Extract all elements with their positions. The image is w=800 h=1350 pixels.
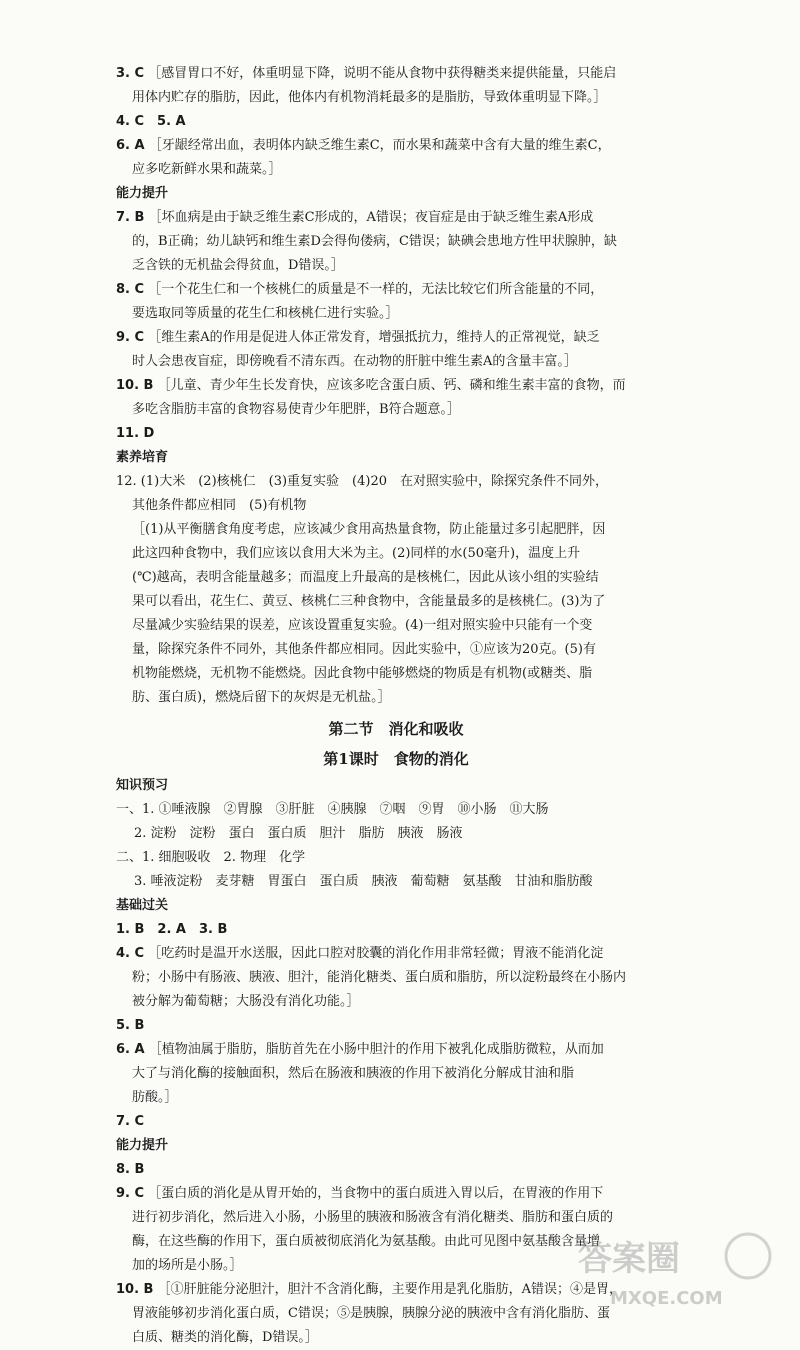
answer-12-exp-8: 肪、蛋白质)，燃烧后留下的灰烬是无机盐。］ — [132, 690, 391, 705]
basic-4: 4. C ［吃药时是温开水送服，因此口腔对胶囊的消化作用非常轻微；胃液不能消化淀 — [116, 946, 604, 961]
ability-8: 8. B — [116, 1162, 145, 1177]
watermark-logo — [570, 1230, 780, 1310]
preview-1-1: 一、1. ①唾液腺 ②胃腺 ③肝脏 ④胰腺 ⑦咽 ⑨胃 ⑩小肠 ⑪大肠 — [116, 802, 549, 817]
answer-8-cont: 要选取同等质量的花生仁和核桃仁进行实验。］ — [132, 306, 399, 321]
answer-10-cont: 多吃含脂肪丰富的食物容易使青少年肥胖，B符合题意。］ — [132, 402, 461, 417]
ability-9-cont: 进行初步消化，然后进入小肠，小肠里的胰液和肠液含有消化糖类、脂肪和蛋白质的 — [132, 1210, 614, 1225]
section-heading-preview: 知识预习 — [116, 778, 169, 793]
answer-4-5: 4. C 5. A — [116, 114, 186, 129]
section-heading-ability-2: 能力提升 — [116, 1138, 169, 1153]
section-heading-ability: 能力提升 — [116, 186, 169, 201]
answer-3-cont: 用体内贮存的脂肪，因此，他体内有机物消耗最多的是脂肪，导致体重明显下降。］ — [132, 90, 607, 105]
section-title: 第二节 消化和吸收 — [328, 720, 464, 738]
preview-1-2: 2. 淀粉 淀粉 蛋白 蛋白质 胆汁 脂肪 胰液 肠液 — [134, 826, 463, 841]
ability-10-cont: 胃液能够初步消化蛋白质，C错误；⑤是胰腺，胰腺分泌的胰液中含有消化脂肪、蛋 — [132, 1306, 610, 1321]
ability-9-cont2: 酶，在这些酶的作用下，蛋白质被彻底消化为氨基酸。由此可见图中氨基酸含量增 — [132, 1234, 601, 1249]
answer-7-cont2: 乏含铁的无机盐会得贫血，D错误。］ — [132, 258, 344, 273]
answer-12-exp-5: 尽量减少实验结果的误差，应该设置重复实验。(4)一组对照实验中只能有一个变 — [132, 618, 593, 633]
answer-8: 8. C ［一个花生仁和一个核桃仁的质量是不一样的，无法比较它们所含能量的不同， — [116, 282, 604, 297]
answer-3: 3. C ［感冒胃口不好，体重明显下降，说明不能从食物中获得糖类来提供能量，只能启 — [116, 66, 617, 81]
basic-5: 5. B — [116, 1018, 145, 1033]
answer-7-cont: 的，B正确；幼儿缺钙和维生素D会得佝偻病，C错误；缺碘会患地方性甲状腺肿，缺 — [132, 234, 617, 249]
answer-9: 9. C ［维生素A的作用是促进人体正常发育，增强抵抗力，维持人的正常视觉，缺乏 — [116, 330, 600, 345]
answer-12: 12. (1)大米 (2)核桃仁 (3)重复实验 (4)20 在对照实验中，除探究条件不同外， — [116, 474, 609, 489]
ability-10: 10. B ［①肝脏能分泌胆汁，胆汁不含消化酶，主要作用是乳化脂肪，A错误；④是胃， — [116, 1282, 622, 1297]
lesson-title: 第1课时 食物的消化 — [323, 750, 469, 768]
section-heading-literacy: 素养培育 — [116, 450, 169, 465]
basic-6: 6. A ［植物油属于脂肪，脂肪首先在小肠中胆汁的作用下被乳化成脂肪微粒，从而加 — [116, 1042, 604, 1057]
answer-12-exp-2: 此这四种食物中，我们应该以食用大米为主。(2)同样的水(50毫升)，温度上升 — [132, 546, 581, 561]
basic-4-cont: 粉；小肠中有肠液、胰液、胆汁，能消化糖类、蛋白质和脂肪，所以淀粉最终在小肠内 — [132, 970, 627, 985]
answer-page — [116, 62, 676, 1350]
watermark-circle-icon — [726, 1234, 770, 1278]
answer-12-exp-6: 量，除探究条件不同外，其他条件都应相同。因此实验中，①应该为20克。(5)有 — [132, 642, 596, 657]
watermark-url: MXQE.COM — [610, 1288, 723, 1309]
answer-12-exp-7: 机物能燃烧，无机物不能燃烧。因此食物中能够燃烧的物质是有机物(或糖类、脂 — [132, 666, 593, 681]
answer-7: 7. B ［坏血病是由于缺乏维生素C形成的，A错误；夜盲症是由于缺乏维生素A形成 — [116, 210, 594, 225]
basic-6-cont: 大了与消化酶的接触面积，然后在肠液和胰液的作用下被消化分解成甘油和脂 — [132, 1066, 575, 1081]
answer-12-exp-3: (℃)越高，表明含能量越多；而温度上升最高的是核桃仁，因此从该小组的实验结 — [132, 570, 599, 585]
preview-2-1: 二、1. 细胞吸收 2. 物理 化学 — [116, 850, 306, 865]
ability-9: 9. C ［蛋白质的消化是从胃开始的，当食物中的蛋白质进入胃以后，在胃液的作用下 — [116, 1186, 604, 1201]
basic-1-3: 1. B 2. A 3. B — [116, 922, 228, 937]
ability-9-cont3: 加的场所是小肠。］ — [132, 1258, 243, 1273]
basic-4-cont2: 被分解为葡萄糖；大肠没有消化功能。］ — [132, 994, 360, 1009]
preview-2-3: 3. 唾液淀粉 麦芽糖 胃蛋白 蛋白质 胰液 葡萄糖 氨基酸 甘油和脂肪酸 — [134, 874, 593, 889]
answer-9-cont: 时人会患夜盲症，即傍晚看不清东西。在动物的肝脏中维生素A的含量丰富。］ — [132, 354, 577, 369]
answer-12-exp-1: ［(1)从平衡膳食角度考虑，应该减少食用高热量食物，防止能量过多引起肥胖，因 — [132, 522, 606, 537]
answer-11: 11. D — [116, 426, 155, 441]
answer-6-cont: 应多吃新鲜水果和蔬菜。］ — [132, 162, 282, 177]
basic-7: 7. C — [116, 1114, 145, 1129]
answer-12-cont: 其他条件都应相同 (5)有机物 — [132, 498, 307, 513]
ability-10-cont2: 白质、糖类的消化酶，D错误。］ — [132, 1330, 318, 1345]
section-heading-basic: 基础过关 — [116, 898, 169, 913]
answer-12-exp-4: 果可以看出，花生仁、黄豆、核桃仁三种食物中，含能量最多的是核桃仁。(3)为了 — [132, 594, 606, 609]
answer-6: 6. A ［牙龈经常出血，表明体内缺乏维生素C，而水果和蔬菜中含有大量的维生素C， — [116, 138, 611, 153]
answer-10: 10. B ［儿童、青少年生长发育快，应该多吃含蛋白质、钙、磷和维生素丰富的食物，而 — [116, 378, 626, 393]
basic-6-cont2: 肪酸。］ — [132, 1090, 178, 1105]
watermark-text: 答案圈 — [578, 1239, 680, 1279]
